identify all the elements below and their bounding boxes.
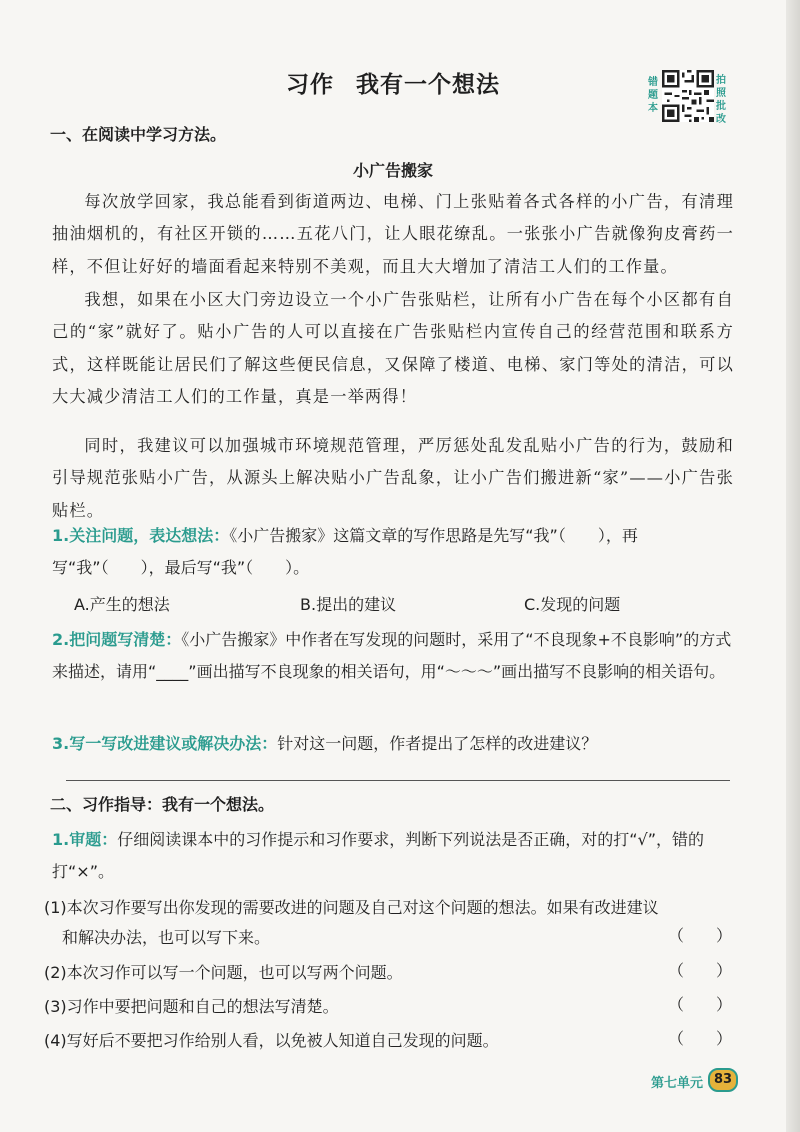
qr-code-icon <box>662 70 714 122</box>
question-3-number: 3. <box>52 734 70 753</box>
judge-item-1-text: (1)本次习作要写出你发现的需要改进的问题及自己对这个问题的想法。如果有改进建议和解决办法，也可以写下来。 <box>44 898 659 947</box>
question-1-number: 1. <box>52 526 70 545</box>
section2-question-1 <box>52 824 732 888</box>
section1-heading: 一、在阅读中学习方法。 <box>50 125 227 144</box>
question-2 <box>52 624 732 688</box>
judge-item-2-answer[interactable]: （ ） <box>668 961 733 980</box>
judge-item-3-answer[interactable]: （ ） <box>668 995 733 1014</box>
unit-label: 第七单元 <box>651 1076 704 1091</box>
judge-item-3: (3)习作中要把问题和自己的想法写清楚。 <box>44 997 339 1016</box>
section2-question-1-text: 仔细阅读课本中的习作提示和习作要求，判断下列说法是否正确，对的打“√”，错的打“×”。 <box>52 830 705 881</box>
question-3 <box>52 728 732 760</box>
judge-item-1-answer[interactable]: （ ） <box>668 926 733 945</box>
article-title: 小广告搬家 <box>352 161 433 180</box>
judge-item-4: (4)写好后不要把习作给别人看，以免被人知道自己发现的问题。 <box>44 1031 499 1050</box>
page-number-badge: 83 <box>708 1068 738 1092</box>
answer-line[interactable] <box>66 780 730 781</box>
judge-item-1 <box>44 893 734 953</box>
judge-item-2: (2)本次习作可以写一个问题，也可以写两个问题。 <box>44 963 403 982</box>
qr-code-block[interactable] <box>646 70 730 128</box>
article-paragraph-3: 同时，我建议可以加强城市环境规范管理，严厉惩处乱发乱贴小广告的行为，鼓励和引导规范张贴小广告，从源头上解决贴小广告乱象，让小广告们搬进新“家”——小广告张贴栏。 <box>52 436 734 520</box>
question-1 <box>52 520 732 584</box>
option-c: C.发现的问题 <box>524 595 621 614</box>
option-b: B.提出的建议 <box>300 595 397 614</box>
question-1-label: 关注问题，表达想法： <box>69 526 230 545</box>
title-left: 习作 <box>286 72 334 98</box>
section2-question-1-number: 1. <box>52 830 70 849</box>
qr-right-label: 拍照批改 <box>716 75 726 125</box>
question-2-number: 2. <box>52 630 70 649</box>
article-paragraph-2: 我想，如果在小区大门旁边设立一个小广告张贴栏，让所有小广告在每个小区都有自己的“家”就好了。贴小广告的人可以直接在广告张贴栏内宣传自己的经营范围和联系方式，这样既能让居民们了解这些便民信息，又保障了楼道、电梯、家门等处的清洁，可以大大减少清洁工人们的工作量，真是一举两得！ <box>52 290 734 407</box>
question-3-text: 针对这一问题，作者提出了怎样的改进建议？ <box>277 734 598 753</box>
article-paragraph-1: 每次放学回家，我总能看到街道两边、电梯、门上张贴着各式各样的小广告，有清理抽油烟机的，有社区开锁的……五花八门，让人眼花缭乱。一张张小广告就像狗皮膏药一样，不但让好好的墙面看起来特别不美观，而且大大增加了清洁工人们的工作量。 <box>52 192 734 276</box>
question-2-text: 《小广告搬家》中作者在写发现的问题时，采用了“不良现象+不良影响”的方式来描述，请用“____”画出描写不良现象的相关语句，用“～～～”画出描写不良影响的相关语句。 <box>52 630 732 681</box>
title-right: 我有一个想法 <box>356 72 500 98</box>
question-1-text: 《小广告搬家》这篇文章的写作思路是先写“我”（ ），再写“我”（ ），最后写“我”（ ）。 <box>52 526 638 577</box>
qr-left-label: 错题本 <box>648 77 658 114</box>
page-edge <box>786 0 800 1132</box>
question-3-label: 写一写改进建议或解决办法： <box>69 734 278 753</box>
section2-heading: 二、习作指导：我有一个想法。 <box>50 795 275 814</box>
section2-question-1-label: 审题： <box>69 830 118 849</box>
option-a: A.产生的想法 <box>74 595 170 614</box>
judge-item-4-answer[interactable]: （ ） <box>668 1029 733 1048</box>
question-2-label: 把问题写清楚： <box>69 630 182 649</box>
